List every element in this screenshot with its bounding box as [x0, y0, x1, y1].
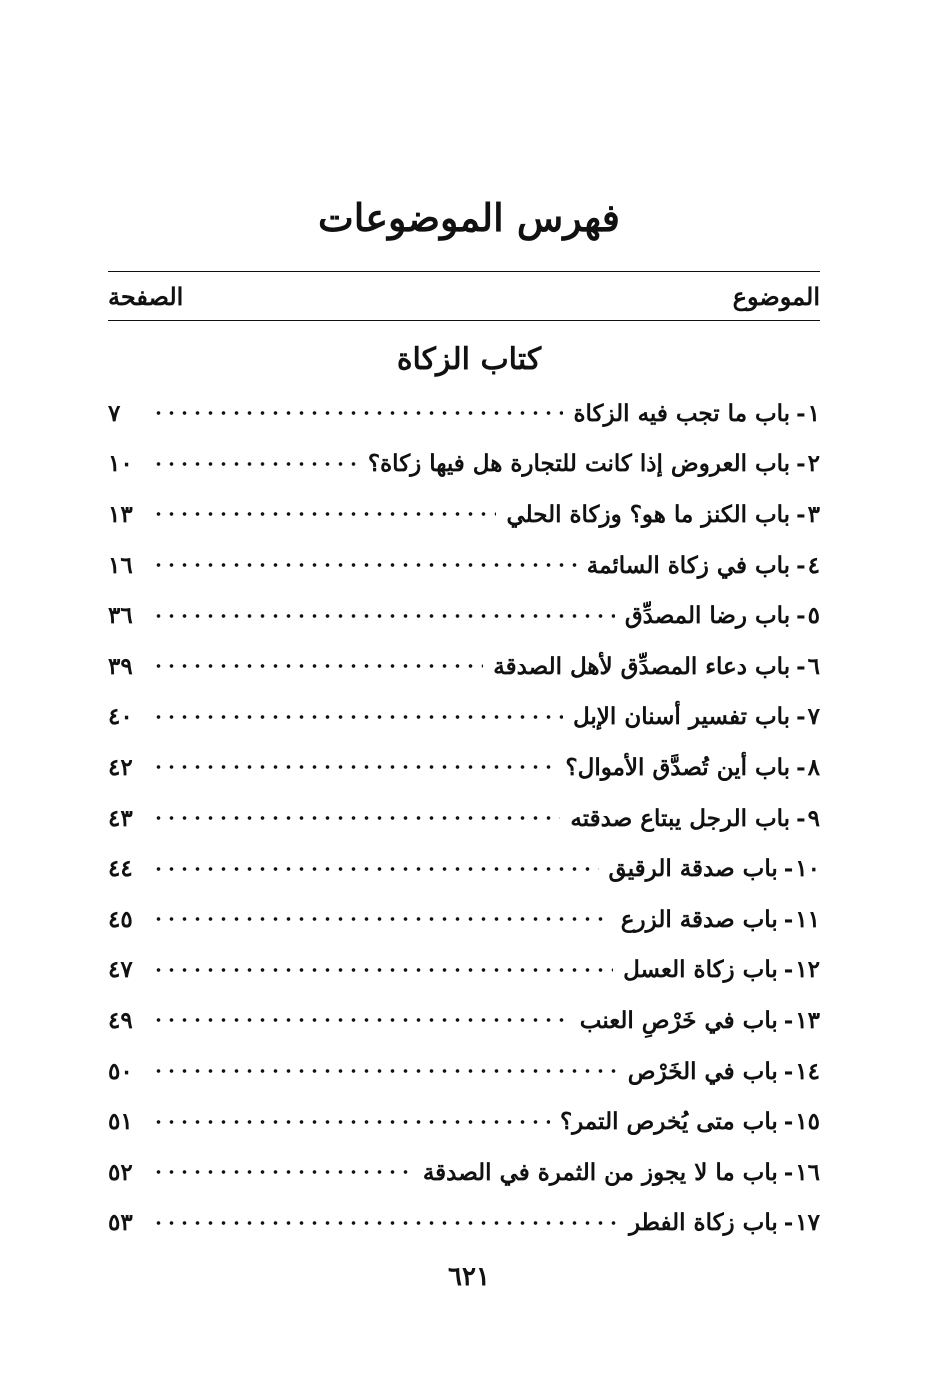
toc-entry-separator: - [796, 703, 806, 731]
toc-entry-number: ١٤ [795, 1057, 820, 1085]
toc-entry-leader-dots [152, 911, 611, 927]
topic-column-label: الموضوع [732, 281, 820, 311]
toc-entry-number: ١٠ [795, 855, 820, 883]
toc-entry-page: ٤٧ [108, 956, 133, 984]
toc-entry-number: ٨ [807, 753, 820, 781]
toc-entry-leader-dots [152, 658, 483, 674]
toc-entry [108, 1198, 820, 1249]
toc-entry-number: ١ [807, 399, 820, 427]
toc-entry-number: ١٢ [795, 956, 820, 984]
toc-entry-separator: - [783, 905, 794, 933]
toc-entry-leader-dots [152, 962, 613, 978]
toc-entry [108, 489, 820, 540]
toc-entry-title: باب أين تُصدَّق الأموال؟ [565, 753, 791, 781]
toc-entry-number: ١٥ [795, 1108, 820, 1136]
toc-entry-title: باب في زكاة السائمة [586, 551, 791, 579]
toc-entry-page: ٣٦ [108, 602, 133, 630]
toc-entry-leader-dots [152, 709, 563, 725]
toc-entry-page: ٣٩ [108, 652, 133, 680]
toc-entry-title: باب في الخَرْص [627, 1057, 778, 1085]
toc-entry-number: ١٧ [795, 1209, 820, 1237]
toc-entry-title: باب دعاء المصدِّق لأهل الصدقة [493, 652, 791, 680]
header-bottom-rule [108, 320, 820, 321]
toc-entry [108, 793, 820, 844]
toc-entry [108, 894, 820, 945]
toc-entry [108, 590, 820, 641]
toc-entry-leader-dots [152, 557, 577, 573]
toc-entry-number: ٥ [807, 602, 820, 630]
toc-entry-page: ٤٠ [108, 703, 133, 731]
toc-entry-separator: - [796, 652, 806, 680]
toc-entry-separator: - [796, 753, 806, 781]
table-header [108, 276, 820, 316]
toc-entry-page: ٤٩ [108, 1006, 133, 1034]
toc-entry-separator: - [796, 500, 806, 528]
toc-entry-leader-dots [152, 1164, 413, 1180]
toc-entry [108, 641, 820, 692]
toc-entry-separator: - [783, 1006, 794, 1034]
toc-entry-page: ٤٤ [108, 855, 133, 883]
toc-entry-title: باب متى يُخرص التمر؟ [559, 1108, 778, 1136]
toc-entry [108, 388, 820, 439]
toc-entry-title: باب صدقة الزرع [620, 905, 778, 933]
header-top-rule [108, 271, 820, 272]
toc-entry-page: ٥١ [108, 1108, 133, 1136]
toc-entry [108, 1096, 820, 1147]
toc-entry-number: ٣ [807, 500, 820, 528]
toc-entry [108, 692, 820, 743]
toc-entry-separator: - [783, 1108, 794, 1136]
toc-entry-page: ١٣ [108, 500, 133, 528]
page-column-label: الصفحة [108, 281, 184, 311]
toc-entry-title: باب زكاة الفطر [628, 1209, 778, 1237]
toc-entry-number: ٧ [807, 703, 820, 731]
toc-entry-title: باب في خَرْصِ العنب [579, 1006, 778, 1034]
toc-entry-separator: - [796, 450, 806, 478]
toc-entry-number: ١٦ [795, 1158, 820, 1186]
toc-entry-separator: - [783, 1057, 794, 1085]
toc-entry-title: باب العروض إذا كانت للتجارة هل فيها زكاة؟ [367, 450, 791, 478]
toc-entry-leader-dots [152, 1215, 619, 1231]
toc-entry-number: ٦ [807, 652, 820, 680]
toc-entry-leader-dots [152, 810, 560, 826]
toc-entry-title: باب رضا المصدِّق [624, 602, 791, 630]
toc-entry [108, 843, 820, 894]
toc-entry-page: ٥٣ [108, 1209, 133, 1237]
toc-entry-page: ٥٠ [108, 1057, 133, 1085]
toc-entry-title: باب صدقة الرقيق [608, 855, 778, 883]
toc-entry-leader-dots [152, 861, 599, 877]
toc-entry-page: ٧ [108, 399, 121, 427]
toc-entry [108, 1147, 820, 1198]
toc-entry-separator: - [796, 602, 806, 630]
toc-list [108, 388, 820, 1248]
toc-entry-page: ١٦ [108, 551, 133, 579]
toc-entry-page: ٥٢ [108, 1158, 133, 1186]
toc-entry-separator: - [783, 1158, 794, 1186]
toc-entry-separator: - [796, 551, 806, 579]
toc-entry-number: ٩ [807, 804, 820, 832]
toc-entry-leader-dots [152, 506, 496, 522]
toc-entry [108, 540, 820, 591]
toc-entry-page: ١٠ [108, 450, 133, 478]
toc-entry-title: باب الرجل يبتاع صدقته [570, 804, 791, 832]
toc-entry-separator: - [783, 956, 794, 984]
toc-entry-number: ١١ [795, 905, 820, 933]
toc-entry-leader-dots [152, 456, 358, 472]
toc-entry [108, 995, 820, 1046]
toc-entry-leader-dots [152, 1063, 618, 1079]
toc-entry [108, 945, 820, 996]
section-title: كتاب الزكاة [396, 342, 542, 377]
toc-entry [108, 742, 820, 793]
toc-entry-leader-dots [152, 405, 563, 421]
toc-entry-leader-dots [152, 1114, 550, 1130]
toc-entry-leader-dots [152, 1012, 570, 1028]
toc-entry-page: ٤٢ [108, 753, 133, 781]
toc-entry-title: باب ما لا يجوز من الثمرة في الصدقة [422, 1158, 778, 1186]
toc-entry-title: باب الكنز ما هو؟ وزكاة الحلي [506, 500, 791, 528]
page-number: ٦٢١ [448, 1262, 490, 1292]
toc-entry-separator: - [796, 804, 806, 832]
toc-entry-number: ٢ [807, 450, 820, 478]
toc-entry-page: ٤٥ [108, 905, 133, 933]
toc-entry-title: باب ما تجب فيه الزكاة [573, 399, 791, 427]
toc-entry-leader-dots [152, 608, 615, 624]
toc-entry-separator: - [783, 855, 794, 883]
toc-entry [108, 439, 820, 490]
toc-entry-title: باب تفسير أسنان الإبل [572, 703, 791, 731]
toc-entry-page: ٤٣ [108, 804, 133, 832]
toc-entry-separator: - [796, 399, 806, 427]
toc-entry-number: ٤ [807, 551, 820, 579]
page-title: فهرس الموضوعات [318, 195, 620, 240]
toc-entry-separator: - [783, 1209, 794, 1237]
toc-entry [108, 1046, 820, 1097]
toc-entry-title: باب زكاة العسل [623, 956, 778, 984]
toc-entry-number: ١٣ [795, 1006, 820, 1034]
toc-entry-leader-dots [152, 759, 555, 775]
